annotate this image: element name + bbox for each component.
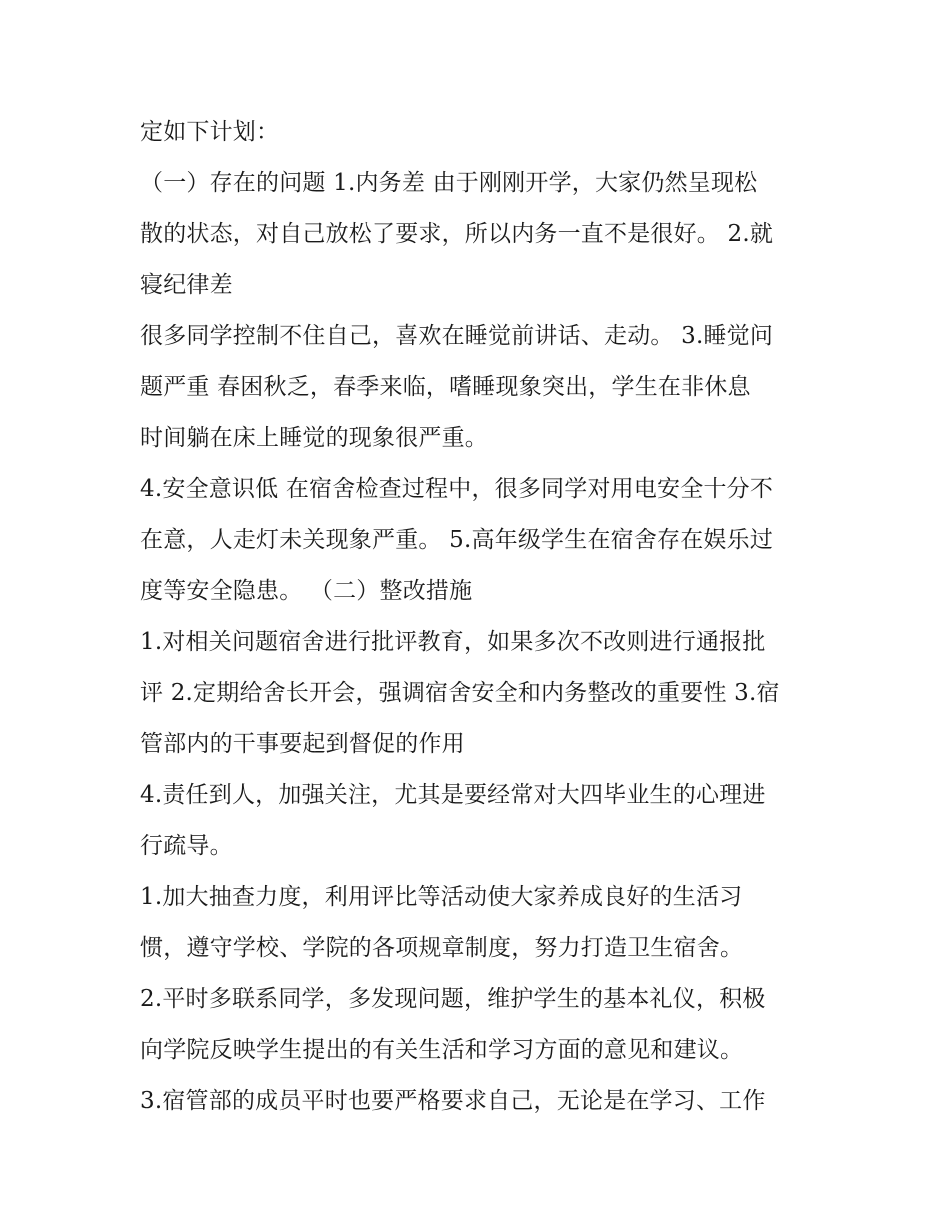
text-line: 度等安全隐患。 （二）整改措施	[140, 578, 473, 604]
text-line: 1.对相关问题宿舍进行批评教育，如果多次不改则进行通报批	[140, 629, 766, 655]
text-line: 很多同学控制不住自己，喜欢在睡觉前讲话、走动。 3.睡觉问	[140, 323, 774, 349]
text-line: 4.安全意识低 在宿舍检查过程中，很多同学对用电安全十分不	[140, 476, 774, 502]
document-body	[140, 107, 820, 1127]
text-line: 管部内的干事要起到督促的作用	[140, 731, 465, 757]
text-line: 时间躺在床上睡觉的现象很严重。	[140, 425, 488, 451]
text-line: （一）存在的问题 1.内务差 由于刚刚开学，大家仍然呈现松	[140, 170, 758, 196]
text-line: 题严重 春困秋乏，春季来临，嗜睡现象突出，学生在非休息	[140, 374, 751, 400]
text-line: 惯，遵守学校、学院的各项规章制度，努力打造卫生宿舍。	[140, 935, 744, 961]
text-line: 评 2.定期给舍长开会，强调宿舍安全和内务整改的重要性 3.宿	[140, 680, 780, 706]
text-line: 向学院反映学生提出的有关生活和学习方面的意见和建议。	[140, 1037, 744, 1063]
text-line: 定如下计划：	[140, 119, 280, 145]
text-line: 散的状态，对自己放松了要求，所以内务一直不是很好。 2.就	[140, 221, 774, 247]
text-line: 3.宿管部的成员平时也要严格要求自己，无论是在学习、工作	[140, 1088, 766, 1114]
text-line: 寝纪律差	[140, 272, 233, 298]
text-line: 2.平时多联系同学，多发现问题，维护学生的基本礼仪，积极	[140, 986, 766, 1012]
text-line: 行疏导。	[140, 833, 233, 859]
text-line: 1.加大抽查力度，利用评比等活动使大家养成良好的生活习	[140, 884, 743, 910]
text-line: 在意，人走灯未关现象严重。 5.高年级学生在宿舍存在娱乐过	[140, 527, 774, 553]
text-line: 4.责任到人，加强关注，尤其是要经常对大四毕业生的心理进	[140, 782, 766, 808]
